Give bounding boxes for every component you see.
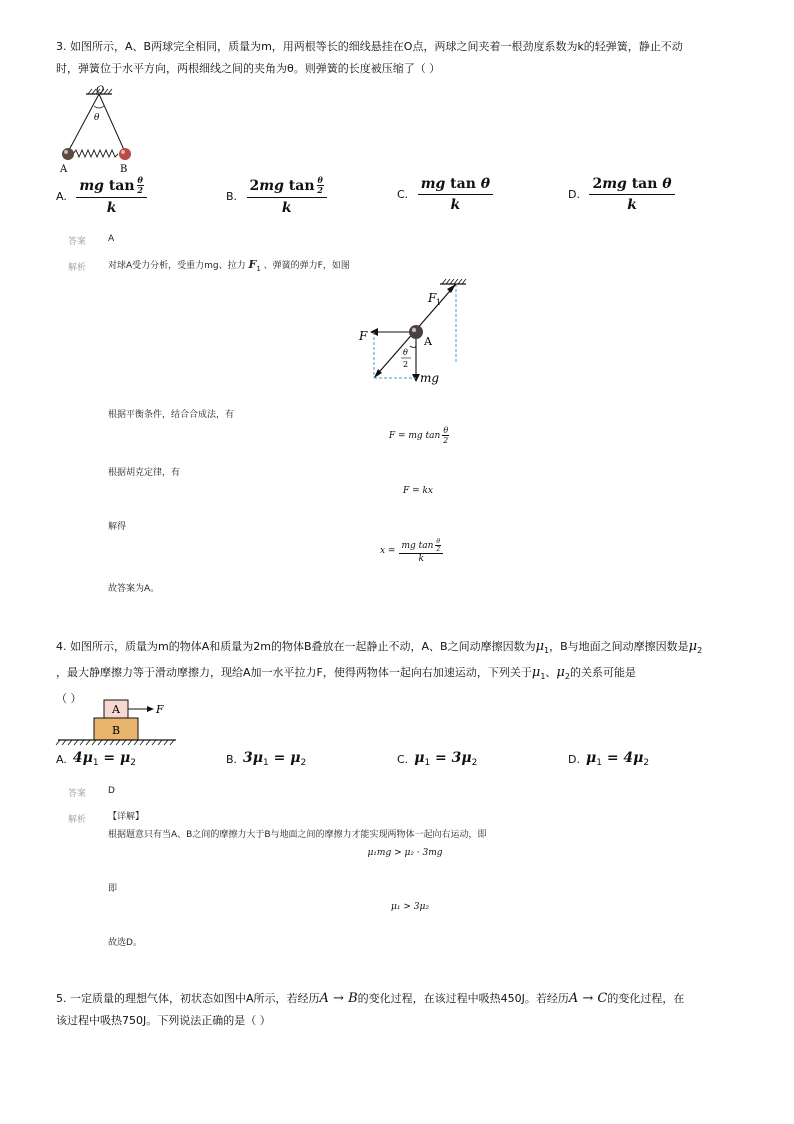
q4-step2: 即 <box>108 884 118 894</box>
q4-option-b-letter: B. <box>226 752 238 766</box>
q4-detail: 【详解】 <box>108 812 145 822</box>
q4-line2-b: 的关系可能是 <box>569 666 636 680</box>
q4-fig-a: A <box>112 703 120 716</box>
q4-option-a-pre: 4μ <box>72 750 93 766</box>
q4-mu2-sub: 2 <box>697 646 703 656</box>
q3-option-d-var: mg <box>602 176 627 192</box>
q4-step1: 根据题意只有当A、B之间的摩擦力大于B与地面之间的摩擦力才能实现两物体一起向右运动，即 <box>108 830 487 840</box>
q4-line3: （ ） <box>56 692 82 706</box>
q4-answer-label: 答案 <box>68 789 87 799</box>
q4-line1-b: ，B与地面之间动摩擦因数是 <box>549 640 689 653</box>
q4-option-c-mid: = 3μ <box>430 750 472 766</box>
q4-conclusion: 故选D。 <box>108 938 142 948</box>
q4-option-d-sub1: 1 <box>596 758 602 769</box>
q3-diagram-f1: F <box>428 291 437 305</box>
q4-eq1: μ₁mg > μ₂ · 3mg <box>367 848 443 858</box>
q3-option-d[interactable] <box>568 176 675 213</box>
q3-option-a-arg-top: θ <box>137 175 143 185</box>
q3-option-d-fraction <box>589 176 674 213</box>
q3-force-diagram <box>354 278 474 388</box>
q3-eq2: F = kx <box>402 486 434 496</box>
q4-figure <box>54 696 180 748</box>
q4-line2-mu1-sub: 1 <box>540 672 546 682</box>
q3-option-b[interactable] <box>226 176 327 216</box>
q4-option-a-mid: = μ <box>98 750 131 766</box>
q3-answer: A <box>108 234 115 244</box>
q3-diagram-mg: mg <box>420 371 440 385</box>
q4-option-d[interactable] <box>568 750 649 768</box>
q4-line2-a: ，最大静摩擦力等于滑动摩擦力，现给A加一水平拉力F，使得两物体一起向右加速运动，下列关于 <box>56 666 532 680</box>
q3-option-b-letter: B. <box>226 189 238 203</box>
q4-mu1: μ <box>535 639 545 654</box>
q5-number: 5. <box>56 992 67 1005</box>
q4-option-c-sub2: 2 <box>471 758 478 769</box>
q3-eq1-lhs: F = mg tan <box>388 430 441 441</box>
q4-option-d-pre: μ <box>585 750 597 766</box>
q3-option-c-func: tan <box>450 176 476 192</box>
q3-step2: 根据胡克定律，有 <box>108 468 181 478</box>
q3-option-b-arg-top: θ <box>317 175 323 185</box>
q3-option-b-fraction <box>247 176 327 216</box>
q3-option-a[interactable] <box>56 176 147 216</box>
q3-eq3-bottom: 2 <box>436 546 441 553</box>
q3-line1: 如图所示，A、B两球完全相同，质量为m，用两根等长的细线悬挂在O点，两球之间夹着一根劲度系数为k的轻弹簧，静止不动 <box>70 40 683 53</box>
q3-option-d-prefix: 2 <box>592 176 603 192</box>
q5-line1-a: 一定质量的理想气体，初状态如图中A所示，若经历 <box>70 992 320 1005</box>
q3-option-c-letter: C. <box>397 188 409 201</box>
q3-option-b-var: mg <box>259 177 284 194</box>
q3-diagram-f1-sub: 1 <box>436 298 442 307</box>
q3-line2: 时，弹簧位于水平方向，两根细线之间的夹角为θ。则弹簧的长度被压缩了（ ） <box>56 62 441 75</box>
q3-eq3-num: mg tan <box>401 540 434 551</box>
q3-option-d-func: tan <box>631 176 658 192</box>
q4-mu2: μ <box>688 639 698 654</box>
q3-analysis-intro-text: 对球A受力分析，受重力mg、拉力 <box>108 261 246 271</box>
q4-option-d-letter: D. <box>568 752 580 766</box>
q3-diagram-f: F <box>359 329 368 343</box>
q3-fig-label-b: B <box>120 164 128 175</box>
q3-diagram-a: A <box>424 335 432 348</box>
q3-option-c-var: mg <box>420 176 446 192</box>
q3-option-b-den: k <box>281 200 292 216</box>
q4-line2-mu1: μ <box>531 665 541 681</box>
q3-option-c-fraction <box>418 176 493 213</box>
q4-option-b-sub2: 2 <box>300 758 307 769</box>
q3-option-d-letter: D. <box>568 188 580 201</box>
q3-eq3-den: k <box>418 554 424 564</box>
q4-number: 4. <box>56 640 67 653</box>
q4-option-a-sub2: 2 <box>130 758 137 769</box>
q5-proc2: A → C <box>568 991 608 1006</box>
q4-line2-sep: 、 <box>545 666 557 680</box>
q3-analysis-intro <box>108 258 350 276</box>
q3-option-a-den: k <box>106 200 117 216</box>
q3-eq3-top: θ <box>436 538 441 545</box>
q3-option-c[interactable] <box>397 176 493 213</box>
q3-option-a-func: tan <box>108 177 135 194</box>
q3-analysis-tail: 、弹簧的弹力F，如图 <box>263 261 350 271</box>
q4-line2-mu2: μ <box>556 665 565 681</box>
q3-option-d-den: k <box>627 197 637 213</box>
q4-option-b-mid: = μ <box>268 750 301 766</box>
q4-line1-a: 如图所示，质量为m的物体A和质量为2m的物体B叠放在一起静止不动，A、B之间动摩擦因数为 <box>70 640 536 653</box>
q3-eq1-top: θ <box>443 426 449 435</box>
q3-option-b-arg-bottom: 2 <box>317 185 323 195</box>
q3-fig-label-a: A <box>60 164 68 175</box>
q3-fig-label-theta: θ <box>94 113 100 123</box>
q3-option-a-letter: A. <box>56 189 67 203</box>
q4-option-d-mid: = 4μ <box>601 750 644 766</box>
q5-line2: 该过程中吸热750J。下列说法正确的是（ ） <box>56 1014 271 1027</box>
q3-fig-label-o: O <box>96 85 105 96</box>
q3-option-a-var: mg <box>79 177 104 194</box>
q3-eq1-bottom: 2 <box>443 436 449 445</box>
q3-option-d-arg: θ <box>662 176 672 192</box>
q3-diagram-theta: θ <box>403 348 408 357</box>
q4-fig-b: B <box>112 724 121 737</box>
q4-option-a-letter: A. <box>56 752 67 766</box>
q4-line2-mu2-sub: 2 <box>564 672 570 682</box>
q4-option-b[interactable] <box>226 750 306 768</box>
q5-line1-b: 的变化过程，在该过程中吸热450J。若经历 <box>357 992 569 1005</box>
q4-option-c-sub1: 1 <box>424 758 431 769</box>
q4-mu1-sub: 1 <box>544 646 550 656</box>
q3-diagram-two: 2 <box>403 360 409 369</box>
q4-option-a[interactable] <box>56 750 136 768</box>
q4-option-c-letter: C. <box>397 752 409 766</box>
q3-option-a-arg-bottom: 2 <box>137 185 143 195</box>
q3-eq1 <box>374 426 464 445</box>
q3-eq3-fraction <box>399 538 443 564</box>
q3-answer-label: 答案 <box>68 237 87 247</box>
q3-option-b-prefix: 2 <box>249 177 260 194</box>
q4-eq2: μ₁ > 3μ₂ <box>391 902 429 912</box>
q3-figure <box>54 84 144 176</box>
q4-option-c-pre: μ <box>414 750 425 766</box>
q4-analysis-label: 解析 <box>68 815 87 825</box>
q3-option-c-den: k <box>450 197 461 213</box>
q3-eq3-lhs: x = <box>380 546 396 556</box>
q3-option-c-arg: θ <box>480 176 491 192</box>
q3-analysis-f1: F <box>248 258 257 271</box>
q4-option-a-sub1: 1 <box>92 758 99 769</box>
q4-option-b-sub1: 1 <box>263 758 269 769</box>
q3-step1: 根据平衡条件，结合合成法，有 <box>108 410 235 420</box>
q3-option-b-func: tan <box>288 177 315 194</box>
q3-step3: 解得 <box>108 522 127 532</box>
q3-eq3 <box>380 538 443 564</box>
q5-proc1: A → B <box>319 991 358 1006</box>
q5-line1-c: 的变化过程，在 <box>607 992 685 1005</box>
q5-stem <box>56 988 766 1032</box>
q3-analysis-f1-sub: 1 <box>256 264 261 273</box>
q4-option-b-pre: 3μ <box>243 750 264 766</box>
q3-conclusion: 故答案为A。 <box>108 584 160 594</box>
q4-option-d-sub2: 2 <box>643 758 650 769</box>
q4-answer: D <box>108 786 115 796</box>
q4-fig-f: F <box>156 703 164 716</box>
q3-number: 3. <box>56 40 67 53</box>
q3-analysis-label: 解析 <box>68 263 87 273</box>
q3-option-a-fraction <box>76 176 147 216</box>
q3-stem <box>56 36 756 80</box>
q4-option-c[interactable] <box>397 750 477 768</box>
